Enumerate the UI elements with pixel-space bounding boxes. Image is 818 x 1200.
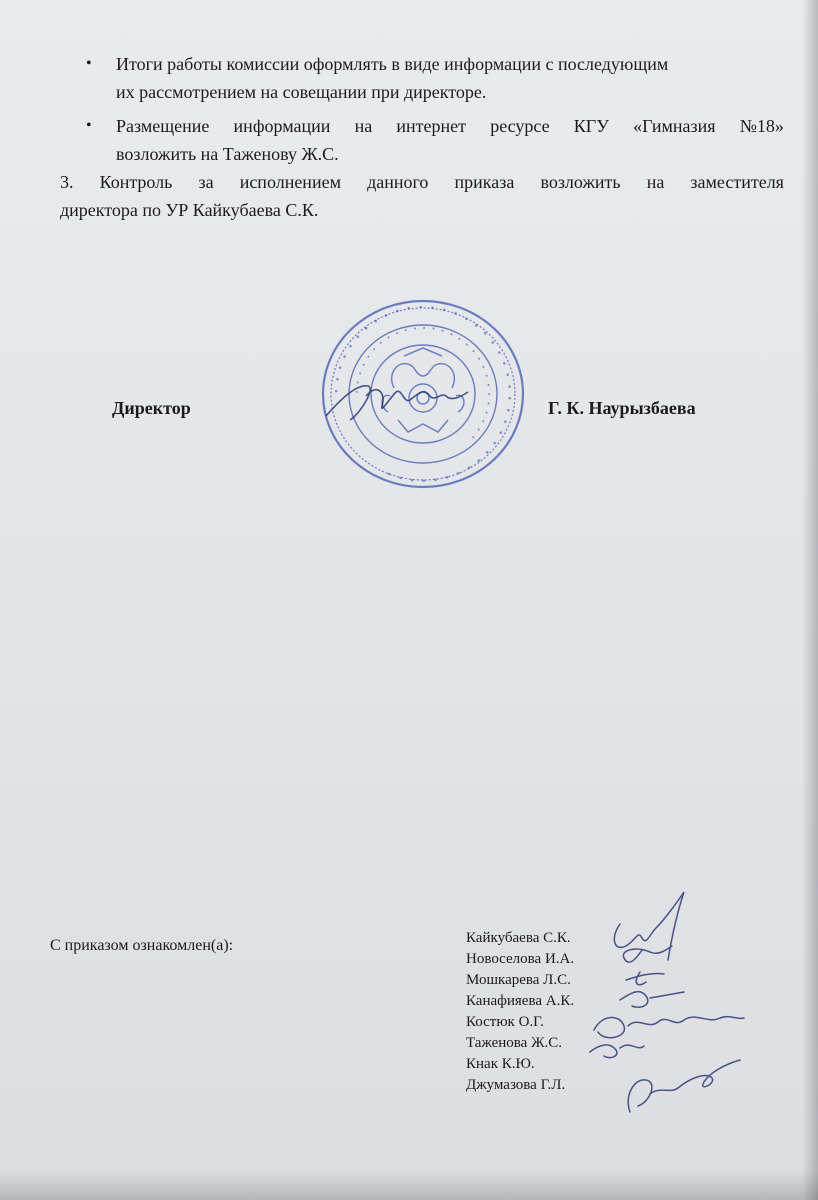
word: исполнением — [239, 172, 341, 192]
bullet-text-line: Итоги работы комиссии оформлять в виде информации с последующим — [116, 54, 669, 74]
word: Размещение — [116, 116, 210, 136]
bullet-item — [84, 112, 784, 168]
word: «Гимназия — [633, 116, 716, 136]
acknowledgement-name: Джумазова Г.Л. — [466, 1077, 566, 1093]
acknowledgement-list — [466, 928, 574, 1096]
acknowledgement-name: Канафияева А.К. — [466, 993, 575, 1009]
handwritten-signatures-icon — [580, 880, 760, 1140]
bullet-icon: • — [86, 55, 92, 72]
paragraph-3 — [60, 168, 784, 224]
svg-text:∙ ∙ ∙ ∙ ∙ ∙ ∙ ∙ ∙ ∙ ∙ ∙ ∙ ∙ ∙: ∙ ∙ ∙ ∙ ∙ ∙ ∙ ∙ ∙ ∙ ∙ ∙ ∙ ∙ ∙ ∙ ∙ ∙ ∙ ∙ ∙ ∙ ∙ ∙ ∙ ∙ ∙ ∙ — [352, 323, 494, 443]
word: 3. — [60, 172, 74, 192]
acknowledgement-name: Кайкубаева С.К. — [466, 930, 571, 946]
paragraph-line: директора по УР Кайкубаева С.К. — [60, 200, 319, 220]
official-stamp-icon — [316, 296, 530, 492]
bullet-text-line: возложить на Таженову Ж.С. — [116, 144, 339, 164]
acknowledgement-name: Мошкарева Л.С. — [466, 972, 571, 988]
bullet-text-line: их рассмотрением на совещании при директоре. — [116, 82, 487, 102]
word: за — [198, 172, 214, 192]
svg-text:∙ ∙ ∙ ∙ ∙ ∙ ∙ ∙ ∙ ∙ ∙ ∙ ∙ ∙ ∙: ∙ ∙ ∙ ∙ ∙ ∙ ∙ ∙ ∙ ∙ ∙ ∙ ∙ ∙ ∙ ∙ ∙ ∙ ∙ ∙ ∙ ∙ ∙ ∙ ∙ ∙ ∙ ∙ ∙ ∙ ∙ ∙ ∙ ∙ ∙ ∙ ∙ ∙ — [331, 302, 515, 486]
word: данного — [367, 172, 429, 192]
word: КГУ — [573, 116, 609, 136]
paragraph-line — [60, 168, 784, 196]
acknowledgement-name: Таженова Ж.С. — [466, 1035, 563, 1051]
bullet-icon: • — [86, 117, 92, 134]
word: заместителя — [690, 172, 784, 192]
word: приказа — [454, 172, 515, 192]
director-name: Г. К. Наурызбаева — [548, 398, 696, 418]
director-title: Директор — [112, 398, 191, 418]
word: на — [354, 116, 373, 136]
word: Контроль — [99, 172, 173, 192]
word: интернет — [396, 116, 466, 136]
acknowledgement-name: Кнак К.Ю. — [466, 1056, 535, 1072]
word: возложить — [540, 172, 621, 192]
word: №18» — [739, 116, 784, 136]
page-edge-shadow — [0, 1170, 818, 1200]
acknowledgement-name: Костюк О.Г. — [466, 1014, 544, 1030]
acknowledgement-label: С приказом ознакомлен(а): — [50, 937, 234, 954]
word: информации — [233, 116, 331, 136]
page-edge-shadow — [802, 0, 818, 1200]
word: на — [646, 172, 665, 192]
word: ресурсе — [490, 116, 550, 136]
bullet-text-line — [116, 112, 784, 140]
bullet-list — [84, 50, 784, 168]
bullet-item — [84, 50, 784, 106]
signature-row — [0, 396, 818, 426]
acknowledgement-name: Новоселова И.А. — [466, 951, 575, 967]
